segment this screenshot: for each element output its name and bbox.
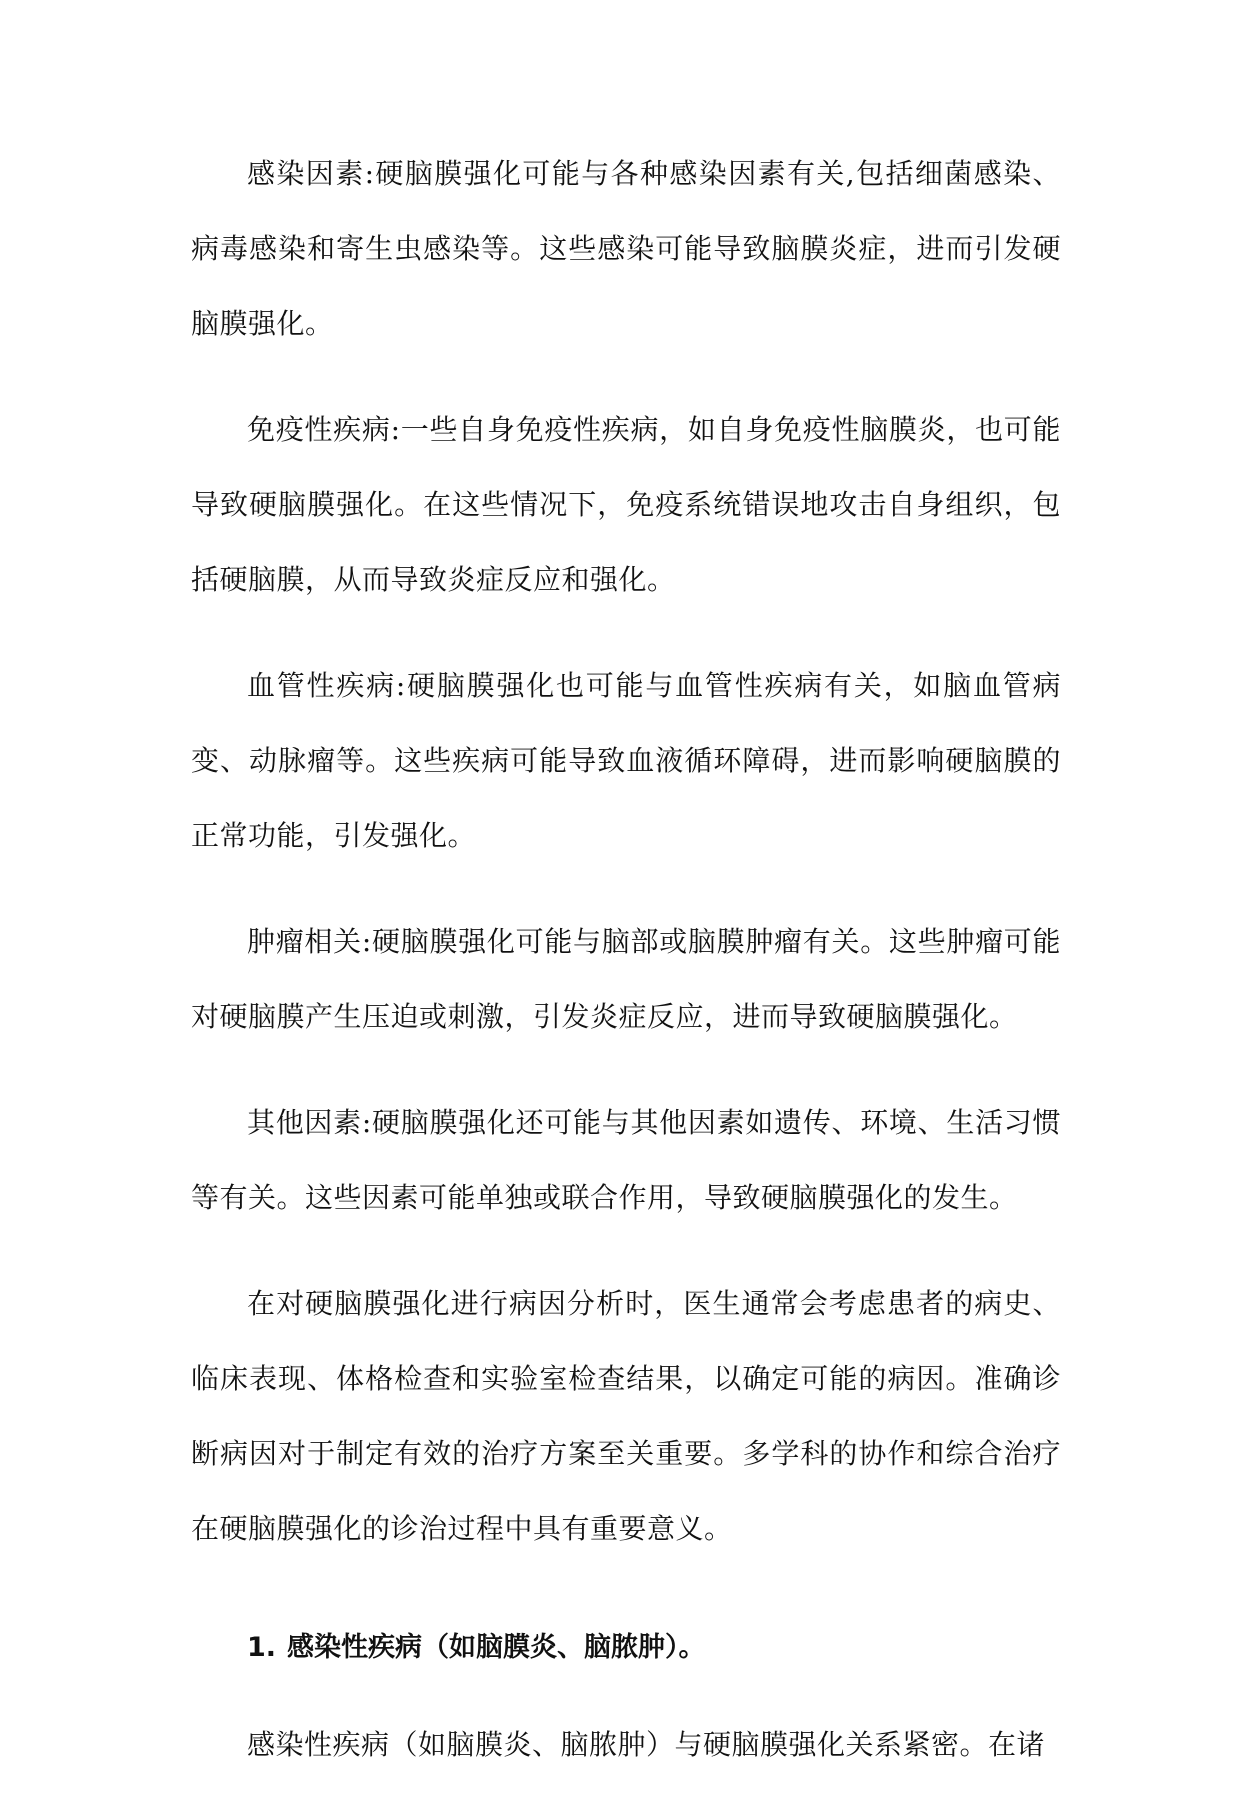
paragraph-other-factors: 其他因素:硬脑膜强化还可能与其他因素如遗传、环境、生活习惯等有关。这些因素可能单独或联合作用，导致硬脑膜强化的发生。 (191, 1106, 1061, 1214)
paragraph-vascular-diseases: 血管性疾病:硬脑膜强化也可能与血管性疾病有关，如脑血管病变、动脉瘤等。这些疾病可能导致血液循环障碍，进而影响硬脑膜的正常功能，引发强化。 (191, 669, 1061, 852)
paragraph-infectious-diseases: 感染性疾病（如脑膜炎、脑脓肿）与硬脑膜强化关系紧密。在诸 (247, 1728, 1046, 1761)
paragraph-immune-diseases: 免疫性疾病:一些自身免疫性疾病，如自身免疫性脑膜炎，也可能导致硬脑膜强化。在这些情况下，免疫系统错误地攻击自身组织，包括硬脑膜，从而导致炎症反应和强化。 (191, 413, 1061, 596)
paragraph-etiology-analysis: 在对硬脑膜强化进行病因分析时，医生通常会考虑患者的病史、临床表现、体格检查和实验室检查结果，以确定可能的病因。准确诊断病因对于制定有效的治疗方案至关重要。多学科的协作和综合治疗在硬脑膜强化的诊治过程中具有重要意义。 (191, 1287, 1061, 1545)
paragraph-tumor-related: 肿瘤相关:硬脑膜强化可能与脑部或脑膜肿瘤有关。这些肿瘤可能对硬脑膜产生压迫或刺激，引发炎症反应，进而导致硬脑膜强化。 (191, 925, 1061, 1033)
paragraph-infection-factors: 感染因素:硬脑膜强化可能与各种感染因素有关,包括细菌感染、病毒感染和寄生虫感染等。这些感染可能导致脑膜炎症，进而引发硬脑膜强化。 (191, 157, 1061, 340)
document-body (191, 136, 1061, 1813)
section-heading (191, 1610, 1061, 1685)
section-heading-text: 感染性疾病（如脑膜炎、脑脓肿）。 (287, 1632, 706, 1663)
section-heading-number: 1. (247, 1632, 277, 1663)
